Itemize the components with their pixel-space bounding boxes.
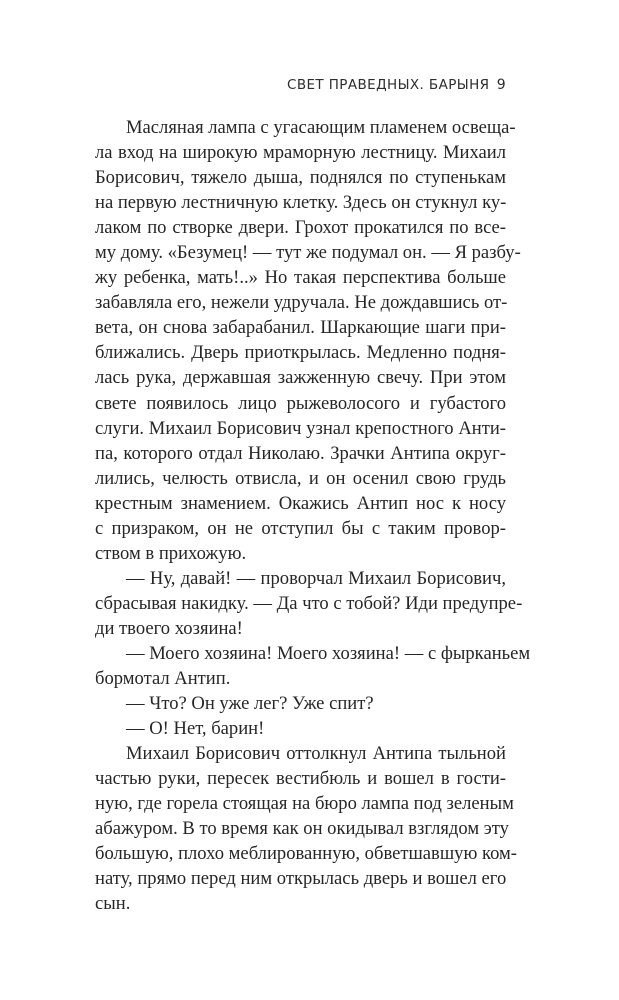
- text-line: на первую лестничную клетку. Здесь он стукнул ку-: [95, 192, 507, 214]
- text-line: свете появилось лицо рыжеволосого и губастого: [95, 392, 506, 414]
- text-line: — О! Нет, барин!: [126, 718, 265, 740]
- text-line: ную, где горела стоящая на бюро лампа под зеленым: [95, 793, 514, 815]
- running-title: СВЕТ ПРАВЕДНЫХ. БАРЫНЯ: [287, 77, 490, 93]
- text-line: лились, челюсть отвисла, и он осенил свою грудь: [95, 467, 506, 489]
- text-line: забавляла его, нежели удручала. Не дождавшись от-: [95, 292, 508, 314]
- page-number: 9: [496, 77, 506, 93]
- body-text: [95, 115, 531, 917]
- text-line: ближались. Дверь приоткрылась. Медленно подня-: [95, 342, 506, 364]
- text-line: абажуром. В то время как он окидывал взглядом эту: [95, 818, 509, 840]
- text-line: крестным знамением. Окажись Антип нос к носу: [95, 492, 506, 514]
- text-line: большую, плохо меблированную, обветшавшую ком-: [95, 843, 517, 865]
- text-line: жу ребенка, мать!..» Но такая перспектива больше: [95, 267, 506, 289]
- text-line: бормотал Антип.: [95, 668, 231, 690]
- text-line: вета, он снова забарабанил. Шаркающие шаги при-: [95, 317, 506, 339]
- text-line: — Ну, давай! — проворчал Михаил Борисович,: [126, 567, 506, 589]
- text-line: лаком по створке двери. Грохот прокатился по все-: [95, 217, 506, 239]
- text-line: ством в прихожую.: [95, 542, 247, 564]
- running-header: [250, 73, 506, 97]
- text-line: сын.: [95, 893, 131, 915]
- text-line: слуги. Михаил Борисович узнал крепостного Анти-: [95, 417, 506, 439]
- text-line: частью руки, пересек вестибюль и вошел в гости-: [95, 768, 506, 790]
- text-line: Масляная лампа с угасающим пламенем освеща-: [126, 117, 516, 138]
- text-line: — Моего хозяина! Моего хозяина! — с фырканьем: [126, 642, 531, 664]
- text-line: ла вход на широкую мраморную лестницу. Михаил: [95, 142, 506, 164]
- text-line: ди твоего хозяина!: [95, 617, 243, 639]
- text-line: с призраком, он не отступил бы с таким провор-: [95, 517, 506, 539]
- text-line: — Что? Он уже лег? Уже спит?: [126, 693, 374, 715]
- text-line: сбрасывая накидку. — Да что с тобой? Иди предупре-: [95, 592, 523, 614]
- text-line: нату, прямо перед ним открылась дверь и вошел его: [95, 868, 507, 890]
- text-line: лась рука, державшая зажженную свечу. При этом: [95, 367, 506, 389]
- text-line: Михаил Борисович оттолкнул Антипа тыльной: [126, 743, 506, 765]
- text-line: па, которого отдал Николаю. Зрачки Антипа округ-: [95, 442, 506, 464]
- text-line: Борисович, тяжело дыша, поднялся по ступенькам: [95, 167, 506, 189]
- text-line: му дому. «Безумец! — тут же подумал он. — Я разбу-: [95, 242, 521, 264]
